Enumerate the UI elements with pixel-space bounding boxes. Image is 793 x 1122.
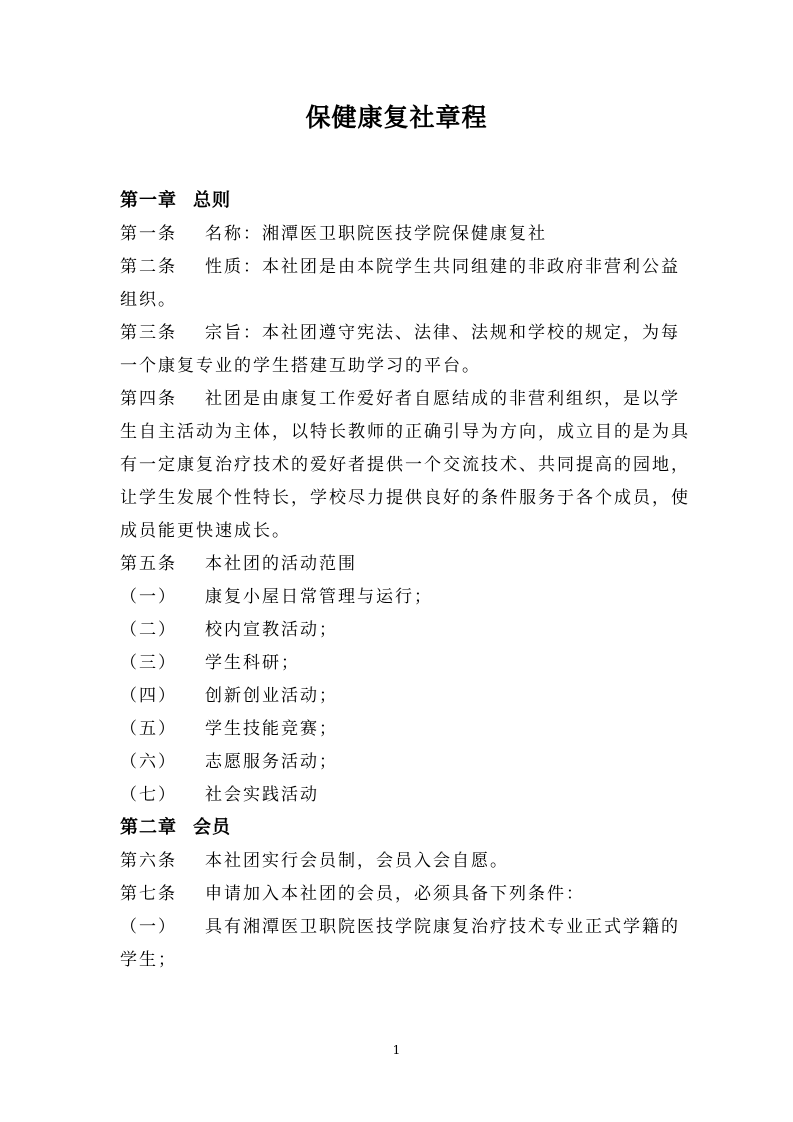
list-item-label: （四） [120, 686, 177, 706]
list-item-label: （二） [120, 620, 177, 640]
article-text: 宗旨：本社团遵守宪法、法律、法规和学校的规定，为每 [205, 323, 680, 343]
list-item [120, 681, 680, 714]
article-text: 本社团的活动范围 [205, 554, 357, 574]
article-text: 名称：湘潭医卫职院医技学院保健康复社 [205, 224, 547, 244]
article-label: 第七条 [120, 884, 177, 904]
article-label: 第六条 [120, 851, 177, 871]
article-4-continuation: 有一定康复治疗技术的爱好者提供一个交流技术、共同提高的园地， [120, 455, 690, 475]
chapter-label: 第一章 [120, 190, 177, 211]
article-text: 社团是由康复工作爱好者自愿结成的非营利组织，是以学 [205, 389, 680, 409]
list-item-text: 校内宣教活动； [205, 620, 338, 640]
article-text: 申请加入本社团的会员，必须具备下列条件： [205, 884, 585, 904]
chapter-heading-2 [120, 813, 680, 846]
list-item-label: （三） [120, 653, 177, 673]
article-5 [120, 549, 680, 582]
article-label: 第二条 [120, 257, 177, 277]
article-7 [120, 879, 680, 912]
list-item-text: 志愿服务活动； [205, 752, 338, 772]
chapter-name: 总则 [193, 190, 231, 211]
article-text: 本社团实行会员制，会员入会自愿。 [205, 851, 509, 871]
document-title: 保健康复社章程 [305, 103, 488, 132]
list-item-continuation: 学生； [120, 950, 177, 970]
list-item [120, 747, 680, 780]
list-item-text: 具有湘潭医卫职院医技学院康复治疗技术专业正式学籍的 [205, 917, 680, 937]
article-1 [120, 219, 680, 252]
article-label: 第一条 [120, 224, 177, 244]
list-item-label: （六） [120, 752, 177, 772]
chapter-name: 会员 [193, 817, 231, 838]
article-label: 第四条 [120, 389, 177, 409]
article-3-continuation: 一个康复专业的学生搭建互助学习的平台。 [120, 356, 481, 376]
list-item-label: （五） [120, 719, 177, 739]
list-item-text: 康复小屋日常管理与运行； [205, 587, 433, 607]
article-4-continuation: 成员能更快速成长。 [120, 521, 291, 541]
list-item [120, 780, 680, 813]
list-item-text: 学生技能竞赛； [205, 719, 338, 739]
list-item-text: 社会实践活动 [205, 785, 319, 805]
article-label: 第五条 [120, 554, 177, 574]
article-2 [120, 252, 680, 285]
article-label: 第三条 [120, 323, 177, 343]
chapter-heading-1 [120, 186, 680, 219]
article-text: 性质：本社团是由本院学生共同组建的非政府非营利公益 [205, 257, 680, 277]
document-body [120, 186, 690, 978]
list-item [120, 615, 680, 648]
article-2-continuation: 组织。 [120, 290, 177, 310]
article-4 [120, 384, 680, 417]
list-item-text: 创新创业活动； [205, 686, 338, 706]
page-number: 1 [392, 1043, 401, 1057]
list-item [120, 912, 680, 945]
list-item [120, 714, 680, 747]
list-item [120, 648, 680, 681]
list-item-label: （七） [120, 785, 177, 805]
chapter-label: 第二章 [120, 817, 177, 838]
list-item [120, 582, 680, 615]
article-6 [120, 846, 680, 879]
article-4-continuation: 生自主活动为主体，以特长教师的正确引导为方向，成立目的是为具 [120, 422, 690, 442]
list-item-text: 学生科研； [205, 653, 300, 673]
list-item-label: （一） [120, 917, 177, 937]
list-item-label: （一） [120, 587, 177, 607]
article-3 [120, 318, 680, 351]
article-4-continuation: 让学生发展个性特长，学校尽力提供良好的条件服务于各个成员，使 [120, 488, 690, 508]
